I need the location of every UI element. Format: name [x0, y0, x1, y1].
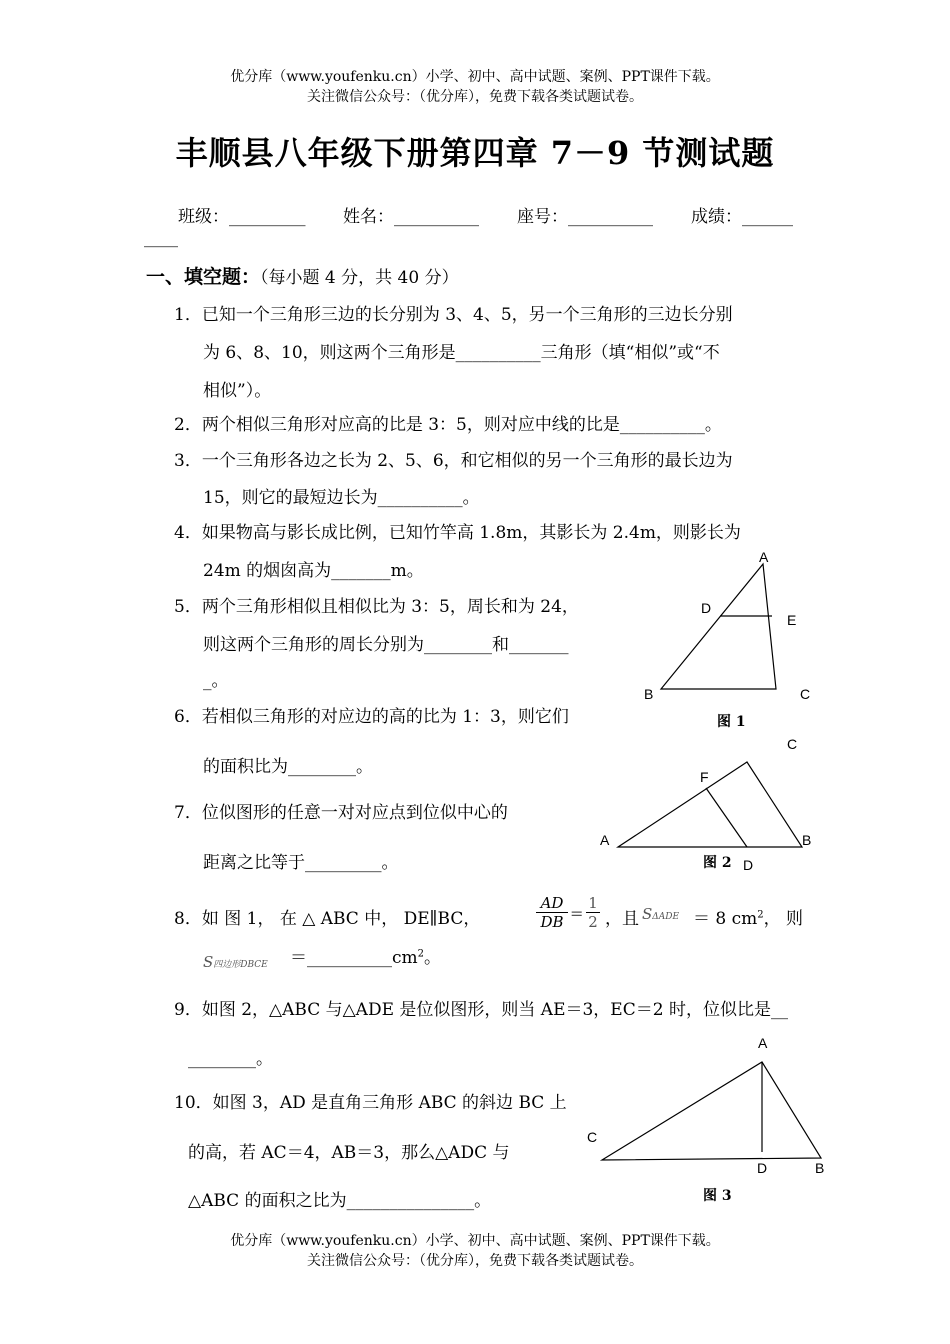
area-ade	[642, 904, 679, 923]
figure-3	[595, 1050, 835, 1170]
header-line-1: 优分库（www.youfenku.cn）小学、初中、高中试题、案例、PPT课件下载。	[230, 69, 720, 85]
question-10-line-3: △ABC 的面积之比为_______________。	[188, 1191, 492, 1211]
question-4-line-2: 24m 的烟囱高为_______m。	[203, 561, 424, 581]
header-line-2: 关注微信公众号：（优分库），免费下载各类试题试卷。	[307, 89, 643, 105]
question-8-answer-blank: ＝__________cm	[290, 948, 418, 968]
area-dbce	[203, 952, 268, 971]
section-heading	[146, 262, 459, 289]
fraction-half-numerator: 1	[588, 894, 598, 912]
fig3-point-a: A	[758, 1035, 768, 1051]
triangle-abc-2	[618, 762, 802, 847]
triangle-abc	[661, 564, 776, 689]
question-5-line-3: _。	[203, 671, 229, 691]
class-field: 班级：_________	[178, 207, 306, 227]
page-title: 丰顺县八年级下册第四章 7－9 节测试题	[175, 134, 775, 172]
fraction-equals: =	[570, 904, 584, 923]
question-3-line-2: 15，则它的最短边长为__________。	[203, 488, 480, 508]
question-7-line-1: 7．位似图形的任意一对对应点到位似中心的	[174, 803, 508, 823]
segment-fd	[706, 788, 747, 847]
fig3-point-d: D	[757, 1160, 768, 1176]
area-dbce-subscript: 四边形DBCE	[213, 960, 268, 970]
figure-1	[640, 548, 820, 738]
question-8-text-d: ， 则	[763, 909, 804, 929]
fig1-point-c: C	[800, 686, 811, 702]
question-8-area-unit-exponent: 2	[757, 909, 764, 921]
question-8-text-b: ，且	[605, 909, 639, 929]
question-10-line-1: 10．如图 3，AD 是直角三角形 ABC 的斜边 BC 上	[174, 1093, 567, 1113]
fig1-point-e: E	[787, 612, 797, 628]
seat-field: 座号：__________	[517, 207, 653, 227]
score-field: 成绩：______	[691, 207, 793, 227]
fig1-point-a: A	[759, 549, 769, 565]
footer-line-2: 关注微信公众号：（优分库），免费下载各类试题试卷。	[307, 1253, 643, 1269]
fig3-label: 图 3	[703, 1188, 732, 1204]
triangle-abc-3	[602, 1062, 821, 1160]
fig1-label: 图 1	[717, 714, 746, 730]
fig2-label: 图 2	[703, 855, 732, 871]
fraction-ad-db-numerator: AD	[540, 894, 564, 912]
question-4-line-1: 4．如果物高与影长成比例，已知竹竿高 1.8m，其影长为 2.4m，则影长为	[174, 523, 741, 543]
question-5-line-1: 5．两个三角形相似且相似比为 3：5，周长和为 24，	[174, 597, 579, 617]
question-8-area-value: ＝ 8 cm	[693, 909, 758, 929]
fig3-point-b: B	[815, 1160, 825, 1176]
question-1-line-3: 相似”）。	[203, 381, 272, 401]
question-5-line-2: 则这两个三角形的周长分别为________和_______	[203, 635, 569, 655]
question-7-line-2: 距离之比等于_________。	[203, 853, 399, 873]
footer-line-1: 优分库（www.youfenku.cn）小学、初中、高中试题、案例、PPT课件下载。	[230, 1233, 720, 1249]
fraction-ad-db	[536, 894, 568, 931]
fraction-half	[586, 894, 600, 931]
question-8-text-a: 8．如 图 1， 在 △ ABC 中， DE∥BC，	[174, 909, 481, 929]
name-field: 姓名：__________	[343, 207, 479, 227]
fig2-point-a: A	[600, 832, 610, 848]
section-title: 一、填空题：	[146, 266, 261, 288]
question-8-end: 。	[424, 948, 442, 968]
question-3-line-1: 3．一个三角形各边之长为 2、5、6，和它相似的另一个三角形的最长边为	[174, 451, 733, 471]
question-1-line-2: 为 6、8、10，则这两个三角形是__________三角形（填“相似”或“不	[203, 343, 720, 363]
area-dbce-symbol: S	[203, 953, 214, 971]
question-6-line-2: 的面积比为________。	[203, 757, 373, 777]
question-6-line-1: 6．若相似三角形的对应边的高的比为 1：3，则它们	[174, 707, 569, 727]
question-1-line-1: 1．已知一个三角形三边的长分别为 3、4、5，另一个三角形的三边长分别	[174, 305, 733, 325]
fig1-point-d: D	[701, 600, 712, 616]
fig3-point-c: C	[587, 1129, 598, 1145]
area-ade-symbol: S	[642, 905, 653, 923]
question-10-line-2: 的高，若 AC＝4，AB＝3，那么△ADC 与	[188, 1143, 510, 1163]
question-8-text-e	[290, 943, 441, 968]
fig2-point-d: D	[743, 857, 754, 873]
fraction-ad-db-denominator: DB	[536, 912, 568, 931]
figure-2	[600, 750, 820, 860]
question-9-line-2: ________。	[188, 1049, 273, 1069]
fig2-point-f: F	[700, 769, 709, 785]
question-8-text-c	[693, 904, 803, 929]
score-field-continued: ____	[144, 228, 178, 248]
fig1-point-b: B	[644, 686, 654, 702]
question-2: 2．两个相似三角形对应高的比是 3：5，则对应中线的比是__________。	[174, 415, 722, 435]
fig2-point-c: C	[787, 736, 798, 752]
section-note: （每小题 4 分，共 40 分）	[260, 268, 459, 288]
area-ade-subscript: ΔADE	[652, 912, 680, 922]
fraction-half-denominator: 2	[586, 912, 600, 931]
question-9-line-1: 9．如图 2，△ABC 与△ADE 是位似图形，则当 AE＝3，EC＝2 时，位似比是__	[174, 1000, 788, 1020]
fig2-point-b: B	[802, 832, 812, 848]
question-8-answer-unit-exponent: 2	[417, 948, 425, 960]
